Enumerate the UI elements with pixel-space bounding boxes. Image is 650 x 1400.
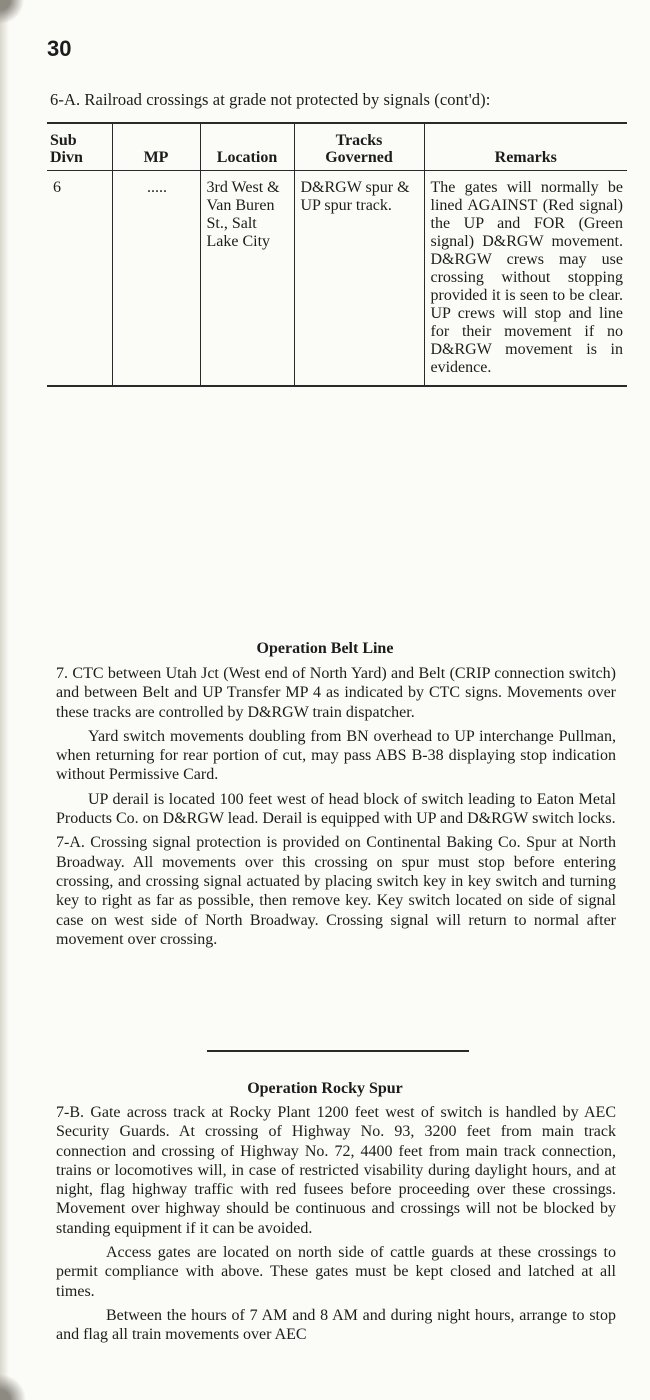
rocky-spur-section [56,1103,616,1350]
header-remarks: Remarks [424,123,627,171]
cell-location: 3rd West & Van Buren St., Salt Lake City [200,171,294,387]
page-corner-bottom [0,1370,26,1400]
paragraph-night-hours: Between the hours of 7 AM and 8 AM and during night hours, arrange to stop and flag all train movements over AEC [56,1306,616,1344]
paragraph-access-gates: Access gates are located on north side of cattle guards at these crossings to permit compliance with above. These gates must be kept closed and latched at all times. [56,1244,616,1300]
page-number: 30 [47,36,72,61]
header-location: Location [200,123,294,171]
page-corner-top [0,0,26,26]
page-edge-shadow [0,0,9,1400]
header-tracks-line1: Tracks [335,132,383,149]
header-sub-divn-line1: Sub [50,132,77,149]
cell-tracks-governed: D&RGW spur & UP spur track. [294,171,424,387]
header-sub-divn [47,123,112,171]
table-caption: 6-A. Railroad crossings at grade not protected by signals (cont'd): [50,90,491,109]
paragraph-7: 7. CTC between Utah Jct (West end of North Yard) and Belt (CRIP connection switch) and between Belt and UP Transfer MP 4 as indicated by CTC signs. Movements over these tracks are controlled by D&RGW train dispatcher. [56,665,616,721]
belt-line-section [56,664,616,954]
paragraph-7a: 7-A. Crossing signal protection is provided on Continental Baking Co. Spur at North Broadway. All movements over this crossing on spur must stop before entering crossing, and crossing signal actuated by placing switch key in key switch and turning key to right as far as possible, then remove key. Key switch located on side of signal case on west side of North Broadway. Crossing signal will return to normal after movement over crossing. [56,834,616,948]
cell-sub-divn: 6 [47,171,112,387]
paragraph-yard-switch: Yard switch movements doubling from BN overhead to UP interchange Pullman, when returning for rear portion of cut, may pass ABS B-38 displaying stop indication without Permissive Card. [56,727,616,784]
paragraph-up-derail: UP derail is located 100 feet west of head block of switch leading to Eaton Metal Products Co. on D&RGW lead. Derail is equipped with UP and D&RGW switch locks. [56,790,616,828]
header-tracks-line2: Governed [325,149,393,166]
section-divider [207,1050,469,1052]
heading-belt-line: Operation Belt Line [256,640,394,657]
heading-rocky-spur: Operation Rocky Spur [247,1080,403,1097]
header-tracks-governed [294,123,424,171]
paragraph-7b: 7-B. Gate across track at Rocky Plant 1200 feet west of switch is handled by AEC Security Guards. At crossing of Highway No. 93, 3200 feet from main track connection and crossing of Highway No. 72, 4400 feet from main track connection, trains or locomotives will, in case of restricted visability during daylight hours, and at night, flag highway traffic with red fusees before proceeding over these crossings. Movement over highway should be continuous and crossings will not be blocked by standing equipment if it can be avoided. [56,1104,616,1237]
cell-remarks: The gates will normally be lined AGAINST (Red signal) the UP and FOR (Green signal) D&RGW movement. D&RGW crews may use crossing without stopping provided it is seen to be clear. UP crews will stop and line for their movement if no D&RGW movement is in evidence. [424,171,627,387]
table-header-row [47,123,627,171]
header-sub-divn-line2: Divn [50,149,83,166]
table-row [47,171,627,387]
cell-mp: ..... [112,171,200,387]
header-mp: MP [112,123,200,171]
crossings-table [47,122,627,387]
